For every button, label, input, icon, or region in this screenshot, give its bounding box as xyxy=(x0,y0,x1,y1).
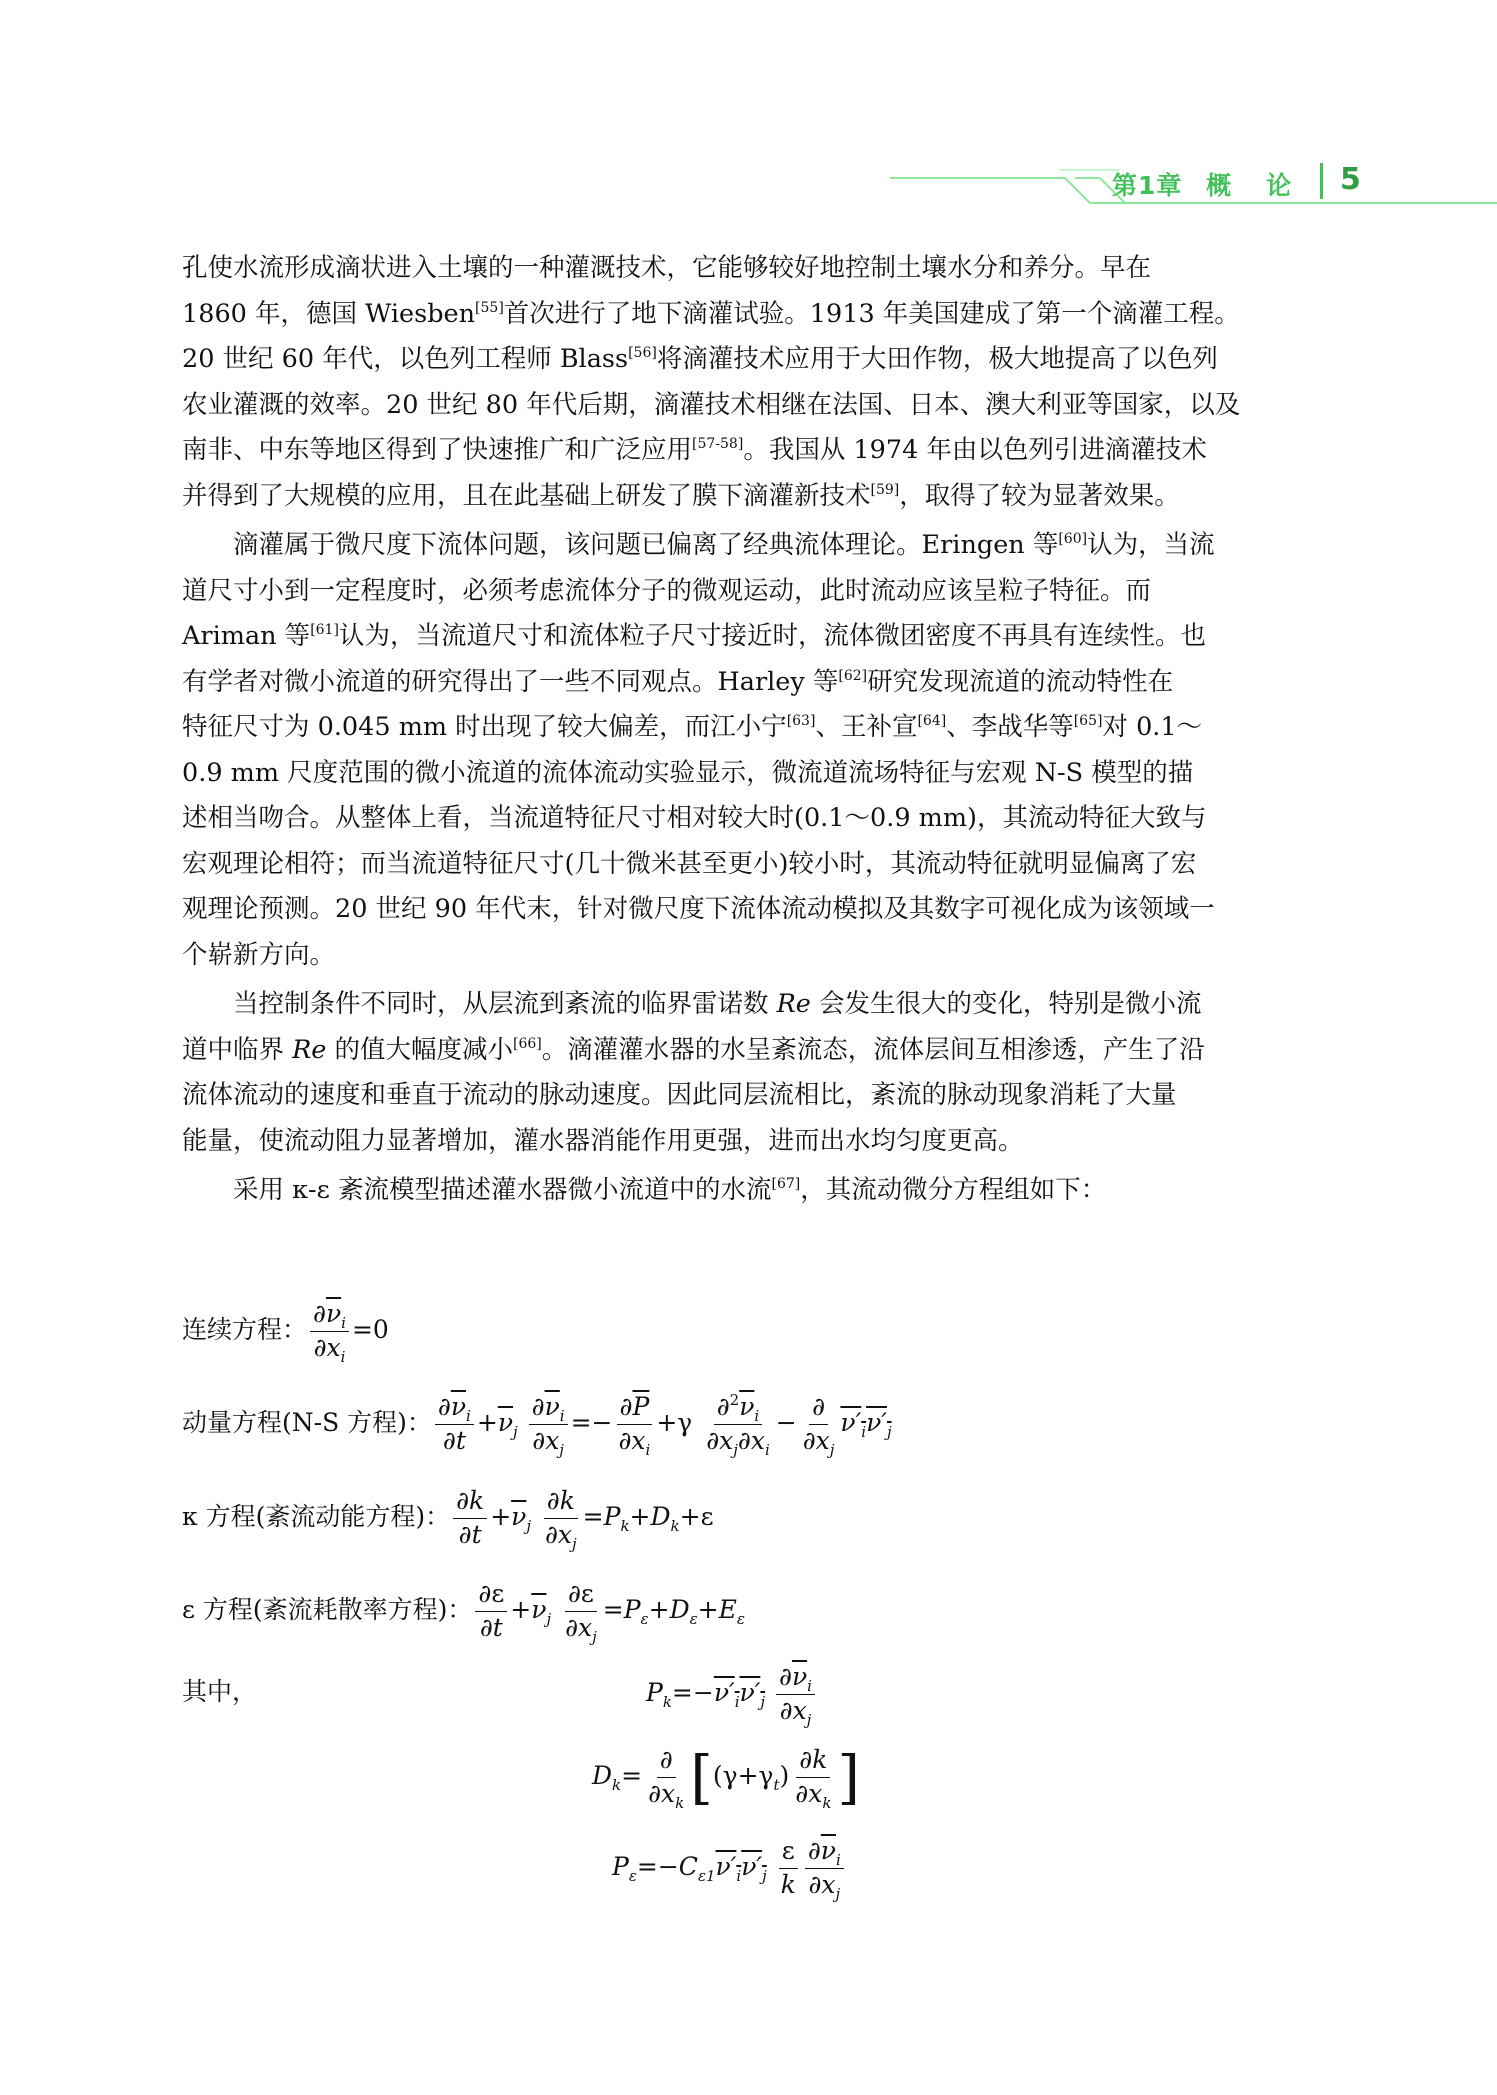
citation: [55] xyxy=(475,299,504,316)
citation: [62] xyxy=(838,667,868,684)
citation: [65] xyxy=(1073,713,1103,729)
para2-line6: 0.9 mm 尺度范围的微小流道的流体流动实验显示，微流道流场特征与宏观 N-S 模型的描 xyxy=(182,757,1194,788)
para2-line4: 有学者对微小流道的研究得出了一些不同观点。Harley 等[62]研究发现流道的流动特性在 xyxy=(182,666,1174,697)
para2-line7: 述相当吻合。从整体上看，当流道特征尺寸相对较大时(0.1～0.9 mm)，其流动特征大致与 xyxy=(182,803,1207,833)
para2-line5: 特征尺寸为 0.045 mm 时出现了较大偏差，而江小宁[63]、王补宣[64]、李战华等[65]对 0.1～ xyxy=(182,712,1203,742)
para1-line2: 1860 年，德国 Wiesben[55]首次进行了地下滴灌试验。1913 年美国建成了第一个滴灌工程。 xyxy=(182,298,1240,329)
paragraph-3 xyxy=(182,982,1320,1164)
citation: [67] xyxy=(771,1176,801,1192)
chapter-title-second: 论 xyxy=(1266,171,1293,200)
momentum-equation: 动量方程(N-S 方程)： $\frac{\partial\overline{\nu}_i}{\partial t}$ $+\overline{\nu}_j$ $\frac{\partial\overline{\nu}_i}{\partial x_j}$ =− $\frac{\partial\overline{P}}{\partial x_i}$ +γ $\frac{\partial^2\overline{\nu}_i}{\partial x_j\partial x_i}$ − $\frac{\partial}{\partial x_j}$ $\nu'_i\nu'_j$ xyxy=(182,1391,892,1459)
para1-line5: 南非、中东等地区得到了快速推广和广泛应用[57-58]。我国从 1974 年由以色列引进滴灌技术 xyxy=(182,435,1207,465)
citation: [59] xyxy=(870,481,900,498)
epsilon-equation: ε 方程(紊流耗散率方程)： $\frac{\partial\varepsilon}{\partial t}$ $+\overline{\nu}_j$ $\frac{\partial\varepsilon}{\partial x_j}$ $=P_\varepsilon+D_\varepsilon+E_\varepsilon$ xyxy=(182,1579,745,1646)
para1-line3: 20 世纪 60 年代，以色列工程师 Blass[56]将滴灌技术应用于大田作物，极大地提高了以色列 xyxy=(182,344,1218,374)
citation: [60] xyxy=(1058,531,1088,547)
kappa-equation: κ 方程(紊流动能方程)： $\frac{\partial k}{\partial t}$ $+\overline{\nu}_j$ $\frac{\partial k}{\partial x_j}$ $=P_k+D_k+\varepsilon$ xyxy=(182,1486,714,1553)
para4-line1: 采用 κ-ε 紊流模型描述灌水器微小流道中的水流[67]，其流动微分方程组如下： xyxy=(233,1175,1107,1205)
where-label: 其中， xyxy=(182,1677,258,1706)
para3-line2: 道中临界 Re 的值大幅度减小[66]。滴灌灌水器的水呈紊流态，流体层间互相渗透，产生了沿 xyxy=(182,1034,1205,1065)
citation: [63] xyxy=(786,713,816,729)
para3-line1: 当控制条件不同时，从层流到紊流的临界雷诺数 Re 会发生很大的变化，特别是微小流 xyxy=(233,989,1202,1019)
citation: [61] xyxy=(310,622,339,638)
pe-equation: $P_\varepsilon=-C_{\varepsilon 1}\nu'_i\nu'_j$ $\frac{\varepsilon}{k}$ $\frac{\partial\overline{\nu}_i}{\partial x_j}$ xyxy=(612,1837,847,1900)
continuity-label: 连续方程： xyxy=(182,1314,308,1344)
para1-line4: 农业灌溉的效率。20 世纪 80 年代后期，滴灌技术相继在法国、日本、澳大利亚等国家，以及 xyxy=(182,389,1241,420)
para2-line9: 观理论预测。20 世纪 90 年代末，针对微尺度下流体流动模拟及其数字可视化成为该领域一 xyxy=(182,894,1215,924)
para2-line1: 滴灌属于微尺度下流体问题，该问题已偏离了经典流体理论。Eringen 等[60]认为，当流 xyxy=(233,530,1215,560)
chapter-label: 第1章 xyxy=(1112,171,1183,200)
pk-equation: $P_k=-\nu'_i\nu'_j$ $\frac{\partial\overline{\nu}_i}{\partial x_j}$ xyxy=(646,1663,818,1726)
para2-line10: 个崭新方向。 xyxy=(182,939,336,970)
chapter-title-first: 概 xyxy=(1206,171,1233,200)
dk-equation: $D_k=$ $\frac{\partial}{\partial x_k}$ [$(\gamma+\gamma_t)$ $\frac{\partial k}{\partial x_k}$ ] xyxy=(592,1743,861,1812)
para2-line2: 道尺寸小到一定程度时，必须考虑流体分子的微观运动，此时流动应该呈粒子特征。而 xyxy=(182,575,1152,606)
main-text xyxy=(182,246,1320,1214)
paragraph-1 xyxy=(182,246,1320,519)
citation: [57-58] xyxy=(692,436,744,452)
para1-line1: 孔使水流形成滴状进入土壤的一种灌溉技术，它能够较好地控制土壤水分和养分。早在 xyxy=(182,253,1152,283)
citation: [66] xyxy=(513,1035,542,1052)
para2-line8: 宏观理论相符；而当流道特征尺寸(几十微米甚至更小)较小时，其流动特征就明显偏离了宏 xyxy=(182,848,1197,879)
para1-line6: 并得到了大规模的应用，且在此基础上研发了膜下滴灌新技术[59]，取得了较为显著效果。 xyxy=(182,480,1180,511)
chapter-heading xyxy=(1112,166,1292,202)
para3-line3: 流体流动的速度和垂直于流动的脉动速度。因此同层流相比，紊流的脉动现象消耗了大量 xyxy=(182,1080,1177,1110)
momentum-label: 动量方程(N-S 方程)： xyxy=(182,1407,432,1437)
page-number: 5 xyxy=(1340,162,1361,197)
citation: [64] xyxy=(917,713,947,729)
para2-line3: Ariman 等[61]认为，当流道尺寸和流体粒子尺寸接近时，流体微团密度不再具有连续性。也 xyxy=(182,621,1206,651)
citation: [56] xyxy=(628,345,657,361)
para3-line4: 能量，使流动阻力显著增加，灌水器消能作用更强，进而出水均匀度更高。 xyxy=(182,1125,1024,1156)
header-divider xyxy=(1320,163,1323,199)
paragraph-4 xyxy=(182,1168,1320,1214)
epsilon-label: ε 方程(紊流耗散率方程)： xyxy=(182,1594,473,1624)
continuity-equation: 连续方程： $\frac{\partial\overline{\nu}_i}{\partial x_i}$ =0 xyxy=(182,1299,389,1366)
kappa-label: κ 方程(紊流动能方程)： xyxy=(182,1501,451,1531)
running-header xyxy=(0,0,1497,220)
paragraph-2 xyxy=(182,523,1320,978)
